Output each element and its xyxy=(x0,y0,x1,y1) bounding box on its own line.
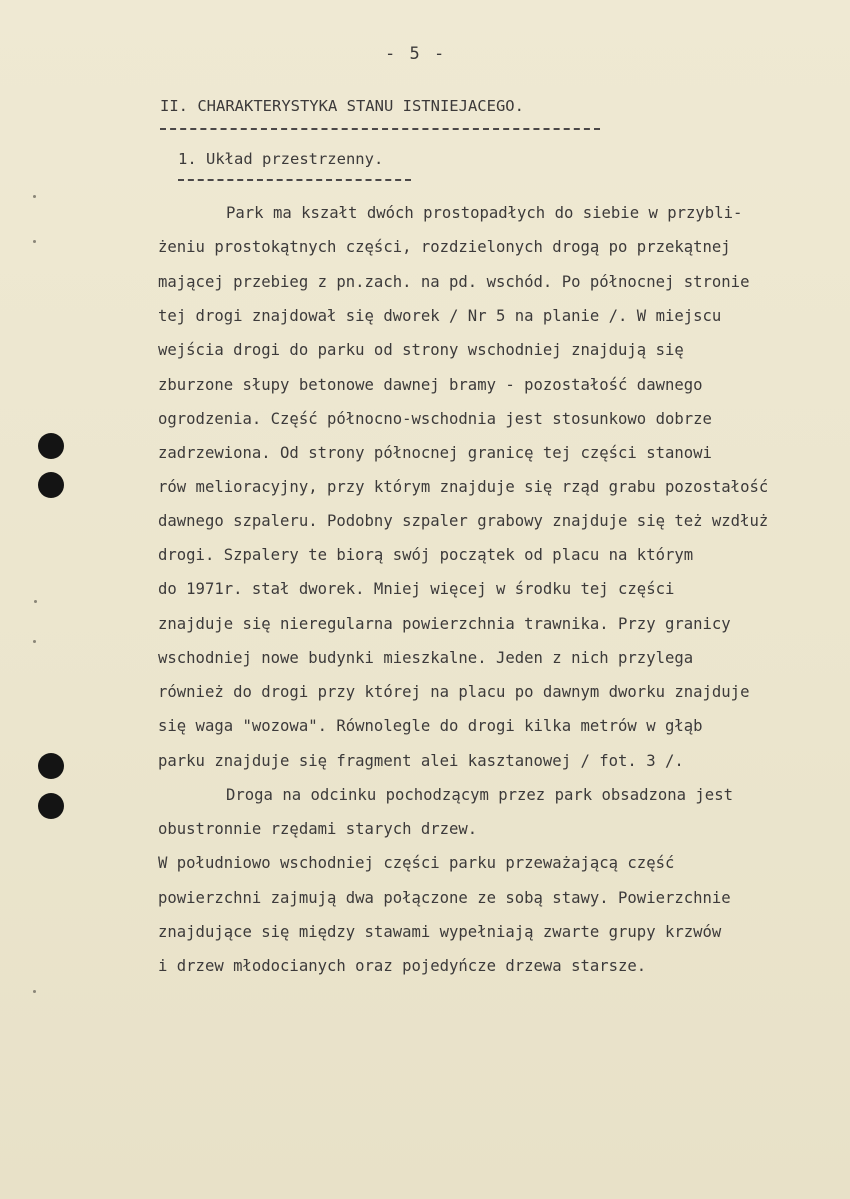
paper-speck xyxy=(33,240,36,243)
subsection-heading: 1. Układ przestrzenny. xyxy=(178,150,384,168)
body-line: i drzew młodocianych oraz pojedyńcze drzewa starsze. xyxy=(158,957,647,975)
punch-hole xyxy=(38,433,64,459)
body-line: obustronnie rzędami starych drzew. xyxy=(158,820,478,838)
body-line: żeniu prostokątnych części, rozdzielonych drogą po przekątnej xyxy=(158,238,731,256)
paper-speck xyxy=(34,600,37,603)
body-line: znajdujące się między stawami wypełniają zwarte grupy krzwów xyxy=(158,923,722,941)
body-line: wejścia drogi do parku od strony wschodniej znajdują się xyxy=(158,341,684,359)
body-line: się waga "wozowa". Równolegle do drogi kilka metrów w głąb xyxy=(158,717,703,735)
body-line: również do drogi przy której na placu po dawnym dworku znajduje xyxy=(158,683,750,701)
body-line: znajduje się nieregularna powierzchnia trawnika. Przy granicy xyxy=(158,615,731,633)
body-line: ogrodzenia. Część północno-wschodnia jest stosunkowo dobrze xyxy=(158,410,712,428)
body-line: Park ma kszałt dwóch prostopadłych do siebie w przybli- xyxy=(226,204,743,222)
body-line: drogi. Szpalery te biorą swój początek od placu na którym xyxy=(158,546,694,564)
body-line: tej drogi znajdował się dworek / Nr 5 na planie /. W miejscu xyxy=(158,307,722,325)
paper-speck xyxy=(33,640,36,643)
paper-speck xyxy=(33,195,36,198)
body-line: zadrzewiona. Od strony północnej granicę tej części stanowi xyxy=(158,444,712,462)
punch-hole xyxy=(38,753,64,779)
subheading-underline xyxy=(178,179,411,181)
body-line: wschodniej nowe budynki mieszkalne. Jeden z nich przylega xyxy=(158,649,694,667)
body-line: W południowo wschodniej części parku przeważającą część xyxy=(158,854,675,872)
heading-underline xyxy=(160,128,600,130)
body-line: dawnego szpaleru. Podobny szpaler grabowy znajduje się też wzdłuż xyxy=(158,512,769,530)
body-line: mającej przebieg z pn.zach. na pd. wschód. Po północnej stronie xyxy=(158,273,750,291)
body-line: zburzone słupy betonowe dawnej bramy - pozostałość dawnego xyxy=(158,376,703,394)
section-heading: II. CHARAKTERYSTYKA STANU ISTNIEJACEGO. xyxy=(160,97,524,115)
body-line: do 1971r. stał dworek. Mniej więcej w środku tej części xyxy=(158,580,675,598)
page-number: - 5 - xyxy=(385,44,447,64)
body-line: Droga na odcinku pochodzącym przez park obsadzona jest xyxy=(226,786,733,804)
body-line: parku znajduje się fragment alei kasztanowej / fot. 3 /. xyxy=(158,752,684,770)
punch-hole xyxy=(38,472,64,498)
paper-speck xyxy=(33,990,36,993)
punch-hole xyxy=(38,793,64,819)
body-line: rów melioracyjny, przy którym znajduje się rząd grabu pozostałość xyxy=(158,478,769,496)
body-line: powierzchni zajmują dwa połączone ze sobą stawy. Powierzchnie xyxy=(158,889,731,907)
